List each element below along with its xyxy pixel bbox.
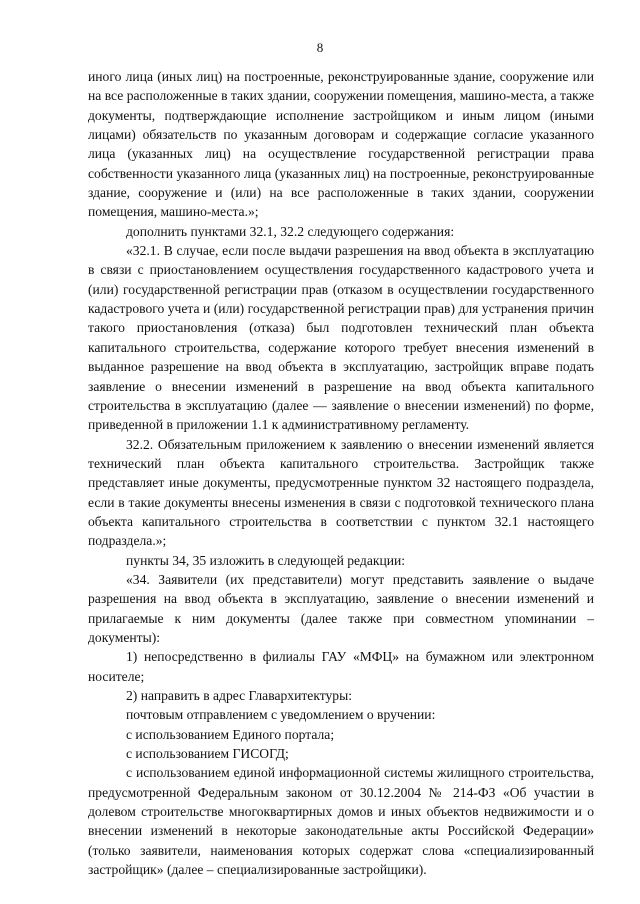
- sub-item-mail: почтовым отправлением с уведомлением о вручении:: [126, 707, 436, 723]
- page-number: 8: [316, 40, 324, 55]
- sub-item-housing-system: с использованием единой информационной системы жилищного строительства, предусмотренной Федеральным законом от 30.12.2004 № 214-ФЗ «Об участии в долевом строительстве многоквартирных домов и иных объектов недвижимости и о внесении изменений в некоторые законодательные акты Российской Федерации» (только заявители, наименования которых содержат слова «специализированный застройщик» (далее – специализированные застройщики).: [88, 765, 594, 878]
- paragraph-34: «34. Заявители (их представители) могут представить заявление о выдаче разрешения на ввод объекта в эксплуатацию, заявление о внесении изменений и прилагаемые к ним документы (далее также при совместном упоминании – документы):: [88, 571, 594, 645]
- paragraph-continuation: иного лица (иных лиц) на построенные, реконструированные здание, сооружение или на все расположенные в таких здании, сооружении помещения, машино-места, а также документы, подтверждающие исполнение застройщиком и иным лицом (иными лицами) обязательств по указанным договорам и содержащие согласие указанного лица (указанных лиц) на осуществление государственной регистрации права собственности указанного лица (указанных лиц) на построенные, реконструированные здание, сооружение и (или) на все расположенные в таких здании, сооружении помещения, машино-места.»;: [88, 69, 594, 220]
- document-body: [88, 67, 594, 879]
- list-item-1: 1) непосредственно в филиалы ГАУ «МФЦ» на бумажном или электронном носителе;: [88, 649, 594, 684]
- paragraph-32-2: 32.2. Обязательным приложением к заявлению о внесении изменений является технический план объекта капитального строительства. Застройщик также представляет иные документы, предусмотренные пунктом 32 настоящего подраздела, если в такие документы внесены изменения в связи с подготовкой технического плана объекта капитального строительства в соответствии с пунктом 32.1 настоящего подраздела.»;: [88, 436, 594, 549]
- sub-item-gisogd: с использованием ГИСОГД;: [126, 746, 289, 762]
- paragraph-amendment-intro: дополнить пунктами 32.1, 32.2 следующего содержания:: [126, 223, 455, 239]
- sub-item-portal: с использованием Единого портала;: [126, 726, 335, 742]
- list-item-2: 2) направить в адрес Главархитектуры:: [126, 688, 353, 703]
- paragraph-32-1: «32.1. В случае, если после выдачи разрешения на ввод объекта в эксплуатацию в связи с приостановлением осуществления государственного кадастрового учета и (или) государственной регистрации прав (отказом в осуществлении государственного кадастрового учета и (или) государственной регистрации прав) для устранения причин такого приостановления (отказа) был подготовлен технический план объекта капитального строительства, содержание которого требует внесения изменений в выданное разрешение на ввод объекта в эксплуатацию, застройщик вправе подать заявление о внесении изменений в разрешение на ввод объекта капитального строительства в эксплуатацию (далее — заявление о внесении изменений) по форме, приведенной в приложении 1.1 к административному регламенту.: [88, 243, 594, 433]
- paragraph-points-intro: пункты 34, 35 изложить в следующей редакции:: [126, 552, 406, 568]
